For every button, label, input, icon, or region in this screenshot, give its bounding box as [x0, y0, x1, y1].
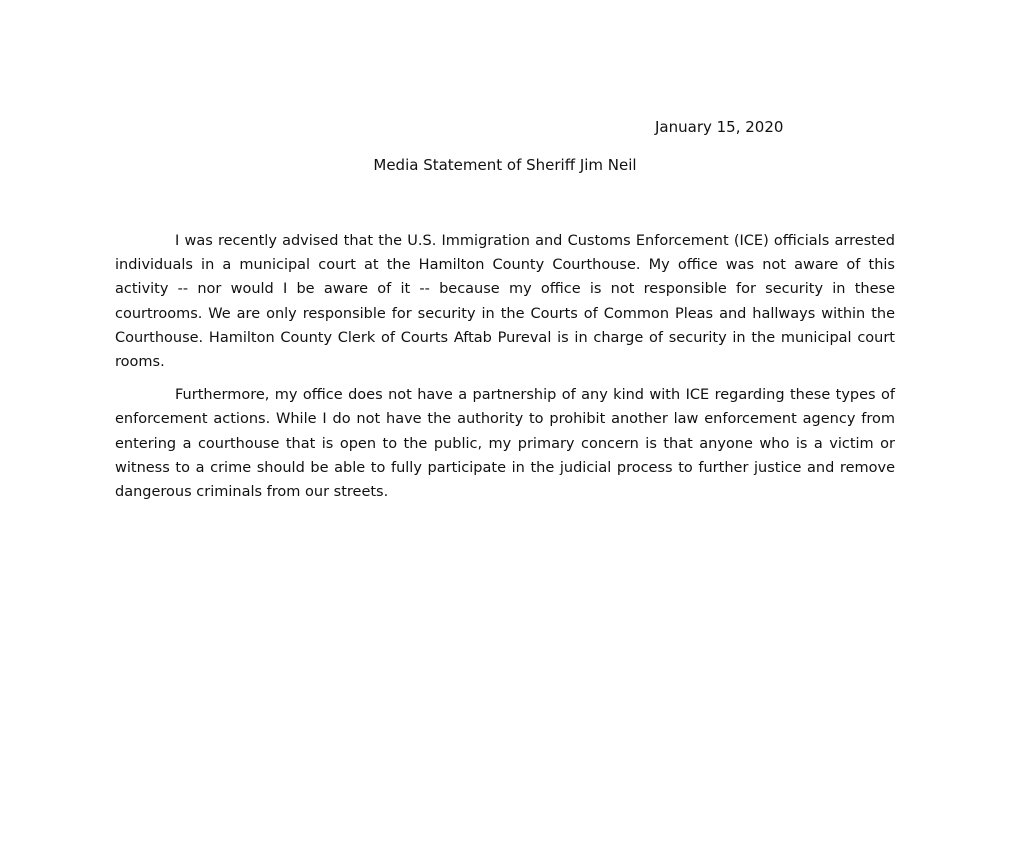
- statement-date: January 15, 2020: [655, 118, 784, 136]
- statement-body: [115, 229, 895, 504]
- paragraph: I was recently advised that the U.S. Immigration and Customs Enforcement (ICE) officials arrested individuals in a municipal court at the Hamilton County Courthouse. My office was not aware of this activity -- nor would I be aware of it -- because my office is not responsible for security in these courtrooms. We are only responsible for security in the Courts of Common Pleas and hallways within the Courthouse. Hamilton County Clerk of Courts Aftab Pureval is in charge of security in the municipal court rooms.: [115, 233, 895, 371]
- statement-title: Media Statement of Sheriff Jim Neil: [373, 156, 637, 174]
- paragraph: Furthermore, my office does not have a partnership of any kind with ICE regarding these types of enforcement actions. While I do not have the authority to prohibit another law enforcement agency from entering a courthouse that is open to the public, my primary concern is that anyone who is a victim or witness to a crime should be able to fully participate in the judicial process to further justice and remove dangerous criminals from our streets.: [115, 387, 895, 501]
